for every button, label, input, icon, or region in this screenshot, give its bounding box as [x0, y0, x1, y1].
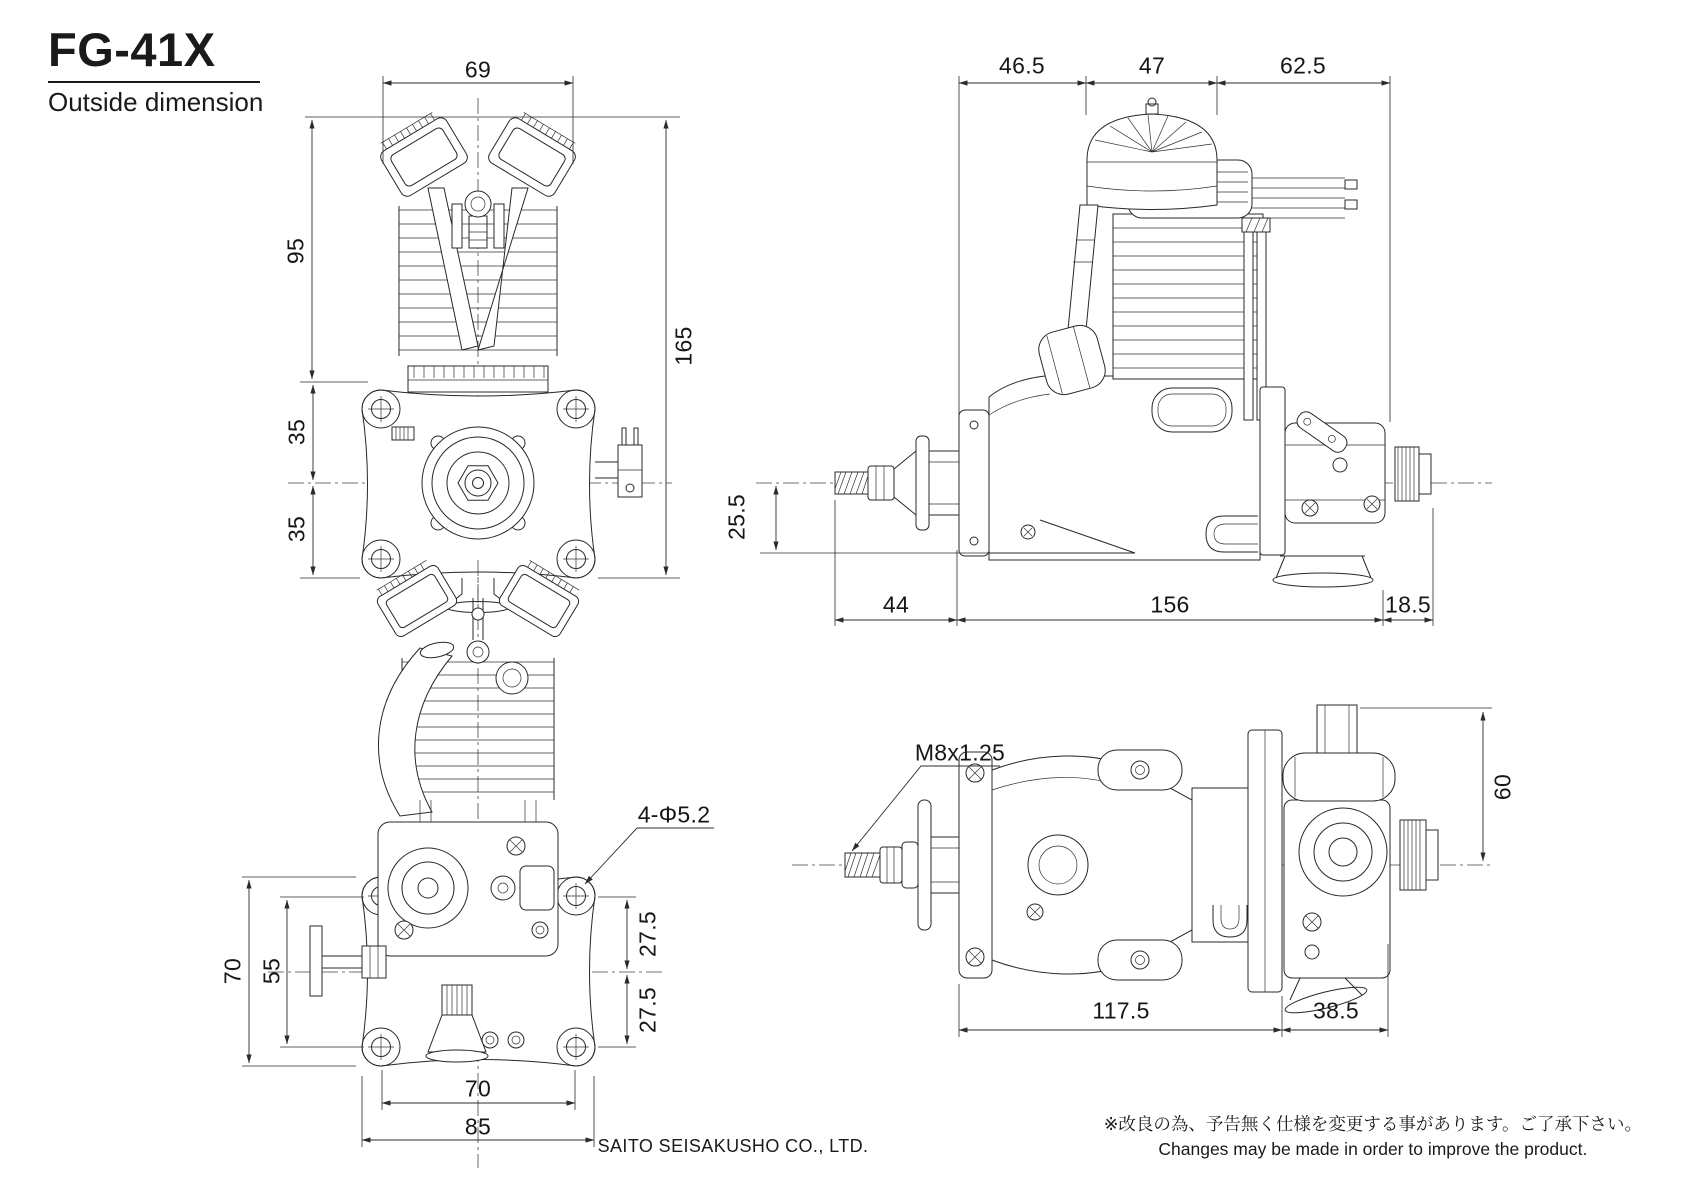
dim-front-upper-height: 95 [282, 237, 309, 265]
dim-side-top-front: 62.5 [1280, 52, 1326, 79]
dim-front-mount-lower: 35 [283, 515, 310, 543]
dim-side-shaft-length: 44 [882, 591, 910, 618]
dim-front-total-height: 165 [670, 326, 697, 366]
callout-mount-holes: 4-Φ5.2 [637, 801, 711, 828]
dim-top-carb-length: 38.5 [1313, 997, 1359, 1024]
dim-top-case-length: 117.5 [1092, 997, 1150, 1024]
dim-rear-mount-height: 70 [219, 957, 246, 985]
dim-side-body-length: 156 [1150, 591, 1190, 618]
footer-note-en: Changes may be made in order to improve the product. [1158, 1138, 1588, 1159]
dim-rear-bolt-upper: 27.5 [634, 911, 661, 957]
dim-rear-bolt-width: 70 [464, 1075, 492, 1102]
title-underline [48, 81, 260, 83]
dim-side-center-height: 25.5 [723, 494, 750, 540]
dim-side-top-mid: 47 [1138, 52, 1166, 79]
dim-front-head-width: 69 [464, 56, 492, 83]
top-view-drawing [792, 705, 1492, 1018]
front-view-drawing [288, 98, 672, 618]
dim-rear-bolt-lower: 27.5 [634, 987, 661, 1033]
footer-note [1104, 1112, 1642, 1161]
callout-prop-thread: M8x1.25 [914, 739, 1006, 766]
page-title: FG-41X [48, 23, 216, 76]
company-name: SAITO SEISAKUSHO CO., LTD. [597, 1136, 869, 1156]
title-block [48, 23, 264, 118]
dim-rear-bolt-height: 55 [258, 957, 285, 985]
dim-top-height: 60 [1489, 773, 1516, 801]
dim-front-mount-upper: 35 [283, 418, 310, 446]
dim-rear-mount-width: 85 [464, 1113, 492, 1140]
side-view-drawing [756, 98, 1492, 587]
dim-side-top-rear: 46.5 [999, 52, 1045, 79]
footer-note-jp: ※改良の為、予告無く仕様を変更する事があります。ご了承下さい。 [1103, 1114, 1642, 1134]
page-subtitle: Outside dimension [48, 87, 264, 117]
dim-side-carb-overhang: 18.5 [1385, 591, 1431, 618]
